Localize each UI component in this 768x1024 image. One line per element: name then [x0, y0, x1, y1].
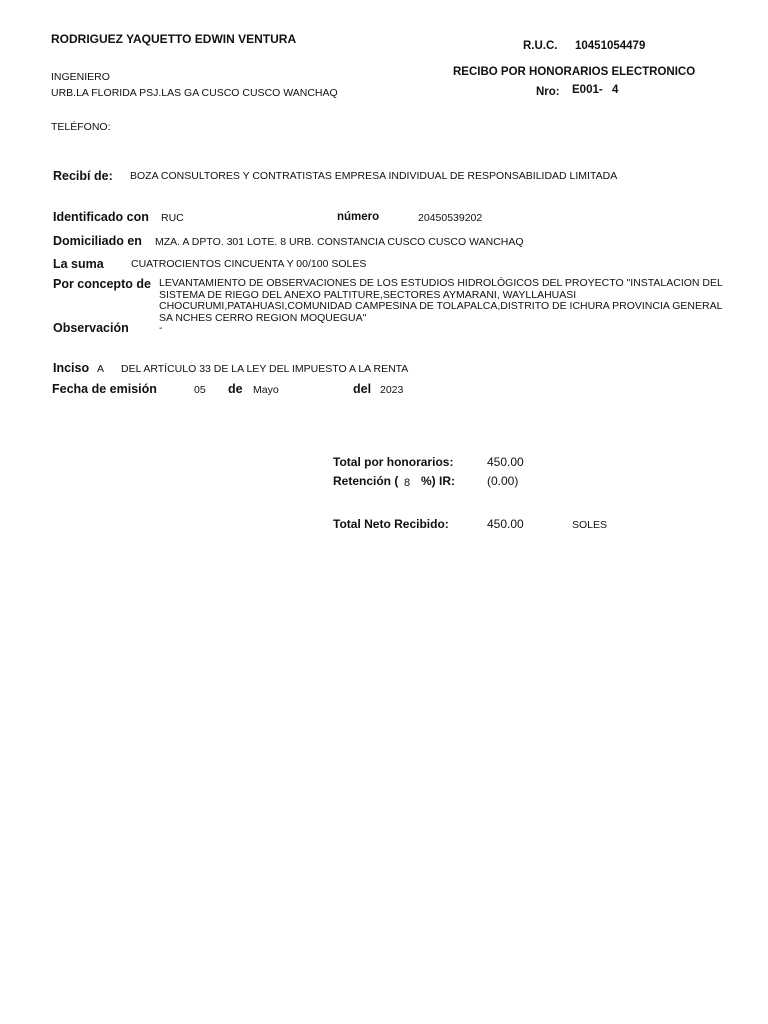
issue-month: Mayo — [253, 384, 279, 396]
date-del-label: del — [353, 382, 372, 396]
id-type: RUC — [161, 212, 184, 224]
inciso-text: DEL ARTÍCULO 33 DE LA LEY DEL IMPUESTO A LA RENTA — [121, 363, 409, 375]
gross-total-label: Total por honorarios: — [333, 455, 454, 469]
phone-label: TELÉFONO: — [51, 121, 111, 133]
gross-total-value: 450.00 — [487, 455, 524, 469]
issue-year: 2023 — [380, 384, 404, 396]
amount-value: CUATROCIENTOS CINCUENTA Y 00/100 SOLES — [131, 258, 367, 270]
nro-label: Nro: — [536, 86, 560, 98]
issue-date-label: Fecha de emisión — [52, 382, 157, 396]
number-label: número — [337, 211, 380, 223]
concept-value: LEVANTAMIENTO DE OBSERVACIONES DE LOS ESTUDIOS HIDROLÓGICOS DEL PROYECTO "INSTALACION DEL SISTEMA DE RIEGO DEL ANEXO PALTITURE,SECTORES AYMARANI, WAYLLAHUASI CHOCURUMI,PATAHUASI,COMUNIDAD CAMPESINA DE TOLAPALCA,DISTRITO DE ICHURA PROVINCIA GENERAL SA NCHES CERRO REGION MOQUEGUA" — [159, 277, 723, 324]
issuer-name: RODRIGUEZ YAQUETTO EDWIN VENTURA — [51, 32, 297, 46]
received-from-label: Recibí de: — [53, 169, 113, 183]
inciso-label: Inciso — [53, 361, 90, 375]
number-value: 20450539202 — [418, 212, 483, 224]
net-total-label: Total Neto Recibido: — [333, 517, 449, 531]
domicile-label: Domiciliado en — [53, 234, 142, 248]
observation-label: Observación — [53, 321, 129, 335]
observation-value: - — [159, 322, 163, 334]
retention-label-post: %) IR: — [421, 474, 455, 488]
document-title: RECIBO POR HONORARIOS ELECTRONICO — [453, 66, 696, 78]
date-de-label: de — [228, 382, 243, 396]
inciso-value: A — [97, 363, 105, 375]
domicile-value: MZA. A DPTO. 301 LOTE. 8 URB. CONSTANCIA CUSCO CUSCO WANCHAQ — [155, 236, 524, 248]
issuer-address: URB.LA FLORIDA PSJ.LAS GA CUSCO CUSCO WANCHAQ — [51, 87, 338, 99]
retention-label-pre: Retención ( — [333, 474, 399, 488]
concept-label: Por concepto de — [53, 277, 151, 291]
ruc-value: 10451054479 — [575, 40, 646, 52]
identified-with-label: Identificado con — [53, 210, 149, 224]
profession: INGENIERO — [51, 71, 110, 83]
nro-series: E001- — [572, 84, 603, 96]
amount-label: La suma — [53, 257, 104, 271]
retention-rate: 8 — [404, 477, 411, 489]
net-total-value: 450.00 — [487, 517, 524, 531]
issue-day: 05 — [194, 384, 206, 396]
currency: SOLES — [572, 519, 608, 531]
retention-value: (0.00) — [487, 474, 519, 488]
received-from-value: BOZA CONSULTORES Y CONTRATISTAS EMPRESA INDIVIDUAL DE RESPONSABILIDAD LIMITADA — [130, 170, 618, 182]
nro-number: 4 — [612, 84, 619, 96]
ruc-label: R.U.C. — [523, 40, 558, 52]
